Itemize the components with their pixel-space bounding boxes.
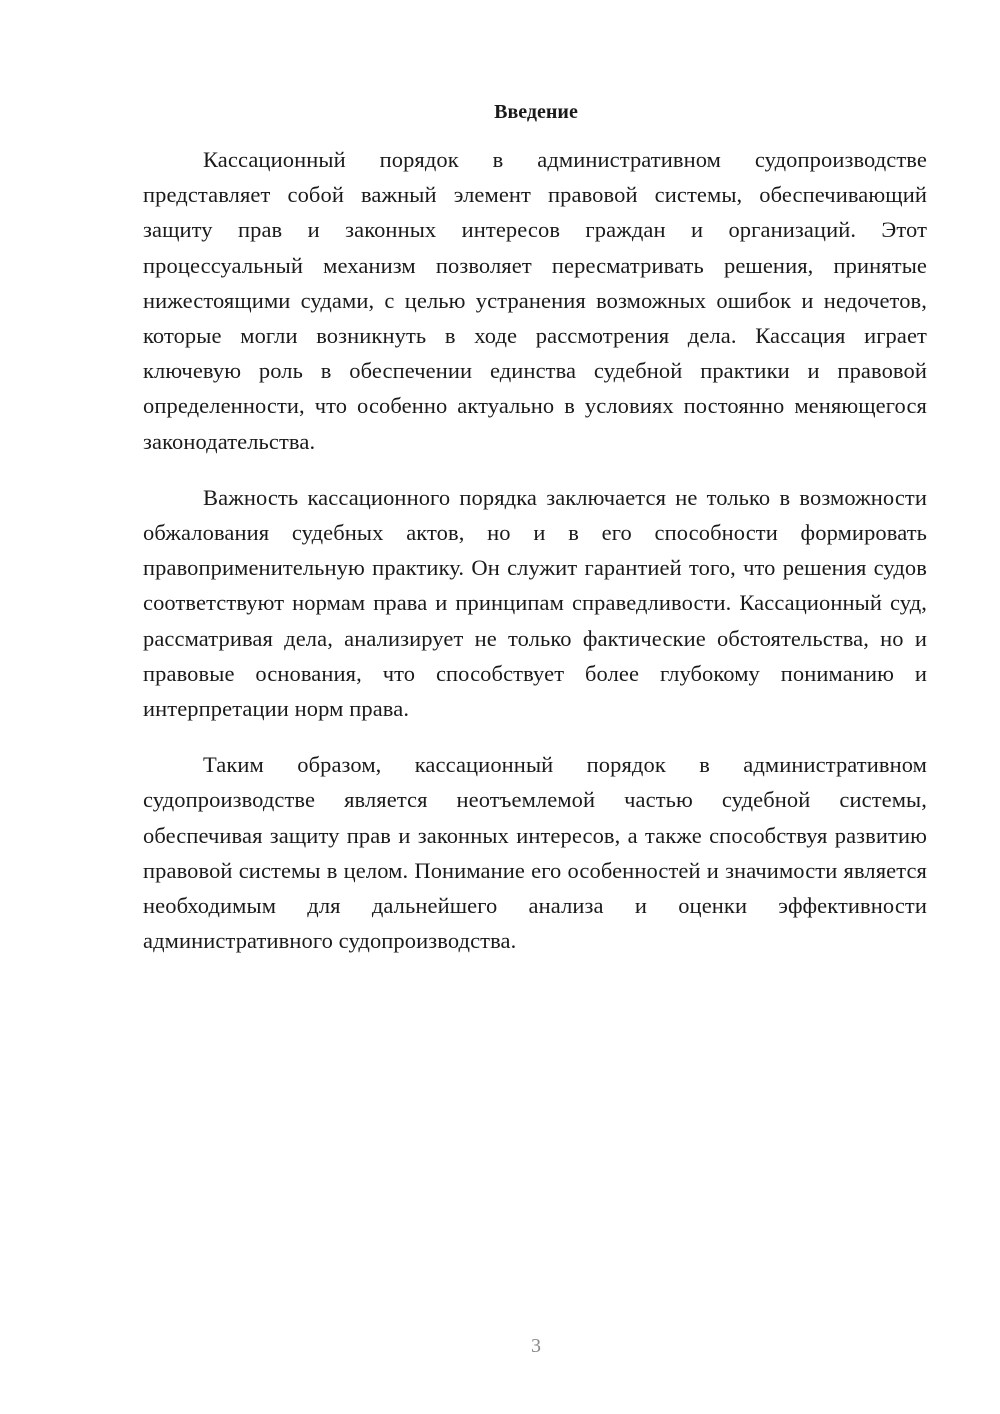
body-text (143, 142, 927, 979)
paragraph-importance: Важность кассационного порядка заключается не только в возможности обжалования судебных актов, но и в его способности формировать правоприменительную практику. Он служит гарантией того, что решения судов соответствуют нормам права и принципам справедливости. Кассационный суд, рассматривая дела, анализирует не только фактические обстоятельства, но и правовые основания, что способствует более глубокому пониманию и интерпретации норм права. (143, 484, 927, 722)
page-number: 3 (531, 1335, 541, 1357)
paragraph-intro: Кассационный порядок в административном судопроизводстве представляет собой важный элемент правовой системы, обеспечивающий защиту прав и законных интересов граждан и организаций. Этот процессуальный механизм позволяет пересматривать решения, принятые нижестоящими судами, с целью устранения возможных ошибок и недочетов, которые могли возникнуть в ходе рассмотрения дела. Кассация играет ключевую роль в обеспечении единства судебной практики и правовой определенности, что особенно актуально в условиях постоянно меняющегося законодательства. (143, 147, 927, 454)
paragraph-conclusion: Таким образом, кассационный порядок в административном судопроизводстве является неотъемлемой частью судебной системы, обеспечивая защиту прав и законных интересов, а также способствуя развитию правовой системы в целом. Понимание его особенностей и значимости является необходимым для дальнейшего анализа и оценки эффективности административного судопроизводства. (143, 752, 927, 954)
section-heading: Введение (494, 101, 578, 123)
